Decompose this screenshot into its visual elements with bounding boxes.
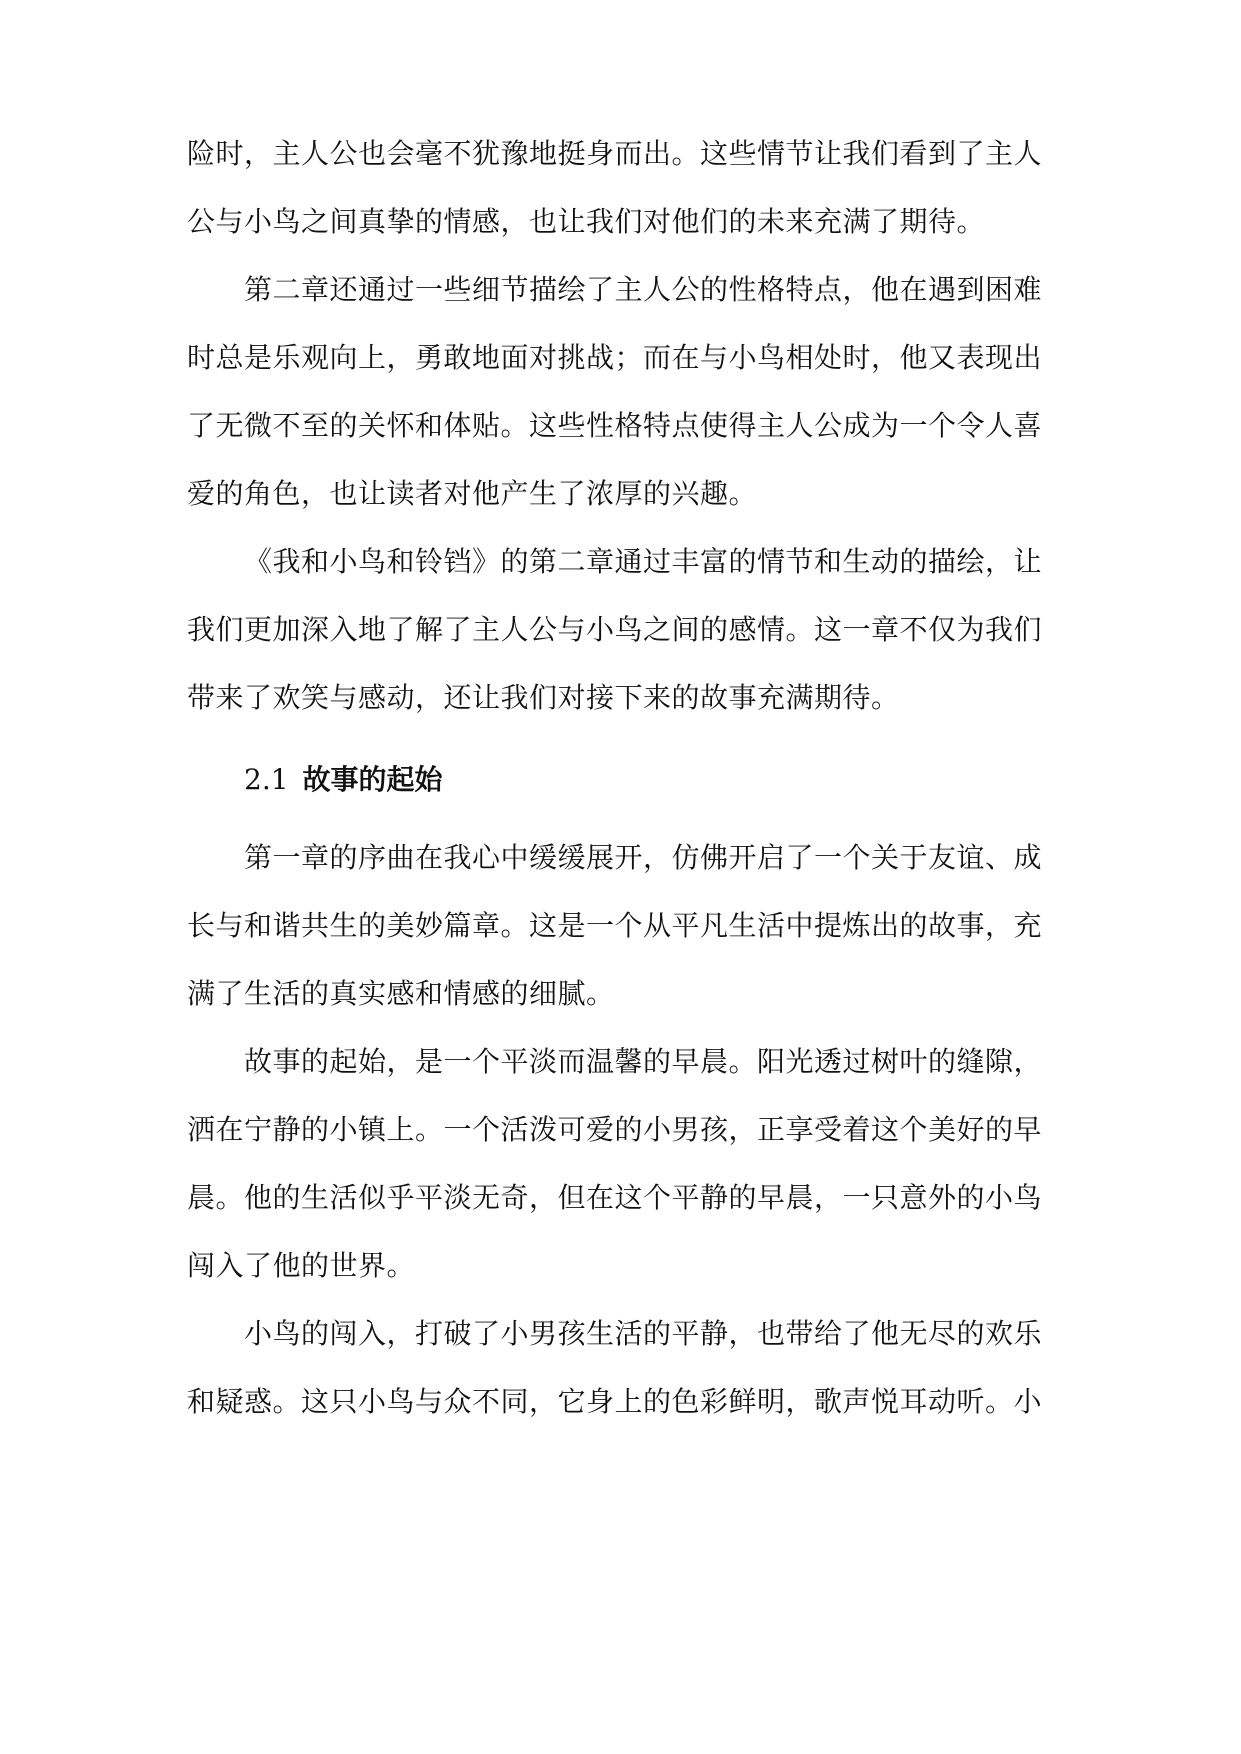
paragraph-first-line: 小鸟的闯入，打破了小男孩生活的平静，也带给了他无尽的欢乐: [244, 1317, 1043, 1350]
body-line: 爱的角色，也让读者对他产生了浓厚的兴趣。: [187, 477, 758, 510]
body-line: 时总是乐观向上，勇敢地面对挑战；而在与小鸟相处时，他又表现出: [187, 341, 1043, 374]
body-line: 闯入了他的世界。: [187, 1249, 416, 1282]
body-line: 长与和谐共生的美妙篇章。这是一个从平凡生活中提炼出的故事，充: [187, 909, 1043, 942]
section-title: 故事的起始: [302, 763, 443, 796]
body-line: 了无微不至的关怀和体贴。这些性格特点使得主人公成为一个令人喜: [187, 409, 1043, 442]
body-line: 公与小鸟之间真挚的情感，也让我们对他们的未来充满了期待。: [187, 205, 986, 238]
paragraph-first-line: 故事的起始，是一个平淡而温馨的早晨。阳光透过树叶的缝隙，: [244, 1045, 1043, 1078]
body-line: 带来了欢笑与感动，还让我们对接下来的故事充满期待。: [187, 681, 900, 714]
body-line: 我们更加深入地了解了主人公与小鸟之间的感情。这一章不仅为我们: [187, 613, 1043, 646]
body-line: 险时，主人公也会毫不犹豫地挺身而出。这些情节让我们看到了主人: [187, 137, 1043, 170]
section-number: 2.1: [244, 763, 289, 796]
paragraph-first-line: 第一章的序曲在我心中缓缓展开，仿佛开启了一个关于友谊、成: [244, 841, 1043, 874]
body-line: 洒在宁静的小镇上。一个活泼可爱的小男孩，正享受着这个美好的早: [187, 1113, 1043, 1146]
section-heading: [244, 760, 443, 800]
body-line: 满了生活的真实感和情感的细腻。: [187, 977, 615, 1010]
paragraph-first-line: 《我和小鸟和铃铛》的第二章通过丰富的情节和生动的描绘，让: [244, 545, 1043, 578]
body-line: 和疑惑。这只小鸟与众不同，它身上的色彩鲜明，歌声悦耳动听。小: [187, 1385, 1043, 1418]
body-line: 晨。他的生活似乎平淡无奇，但在这个平静的早晨，一只意外的小鸟: [187, 1181, 1043, 1214]
paragraph-first-line: 第二章还通过一些细节描绘了主人公的性格特点，他在遇到困难: [244, 273, 1043, 306]
